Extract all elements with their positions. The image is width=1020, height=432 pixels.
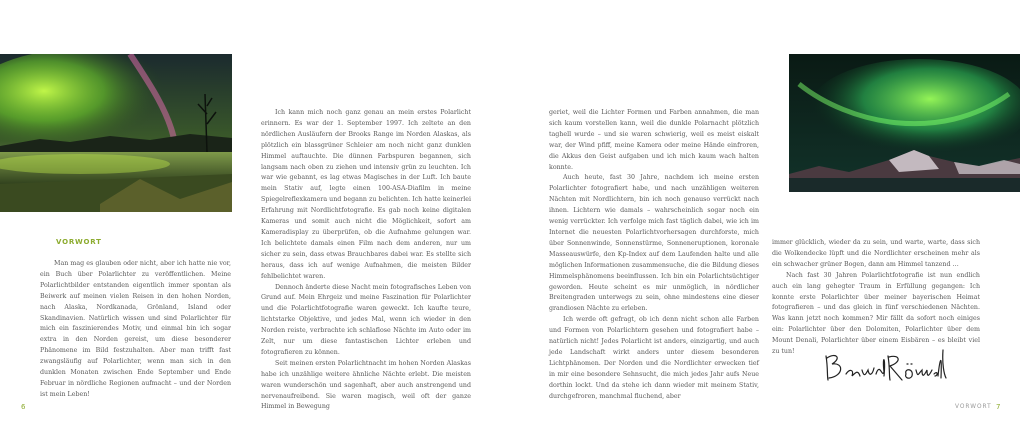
paragraph: Ich werde oft gefragt, ob ich denn nicht schon alle Farben und Formen von Polarlichtern gesehen und fotografiert habe – natürlich nicht! Jedes Polarlicht ist anders, einzigartig, und auch jede Landschaft wirkt anders unter diesem besonderen Lichtphänomen. Der Norden und die Nordlichter erwecken tief in mir eine besondere Sehnsucht, die mich jedes Jahr aufs Neue dorthin lockt. Und da stehe ich dann wieder mit meinem Stativ, durchgefroren, manchmal fluchend, aber [549, 316, 759, 400]
running-footer: VORWORT [955, 404, 992, 410]
aurora-lake-photo [0, 54, 232, 212]
section-heading: VORWORT [56, 238, 102, 246]
page-number-left: 6 [21, 403, 26, 411]
paragraph: Nach fast 30 Jahren Polarlichtfotografie ist nun endlich auch ein lang gehegter Traum in Erfüllung gegangen: Ich konnte erste Polarlichter über meiner bayerischen Heimat fotografieren – und das gleich in fünf verschiedenen Nächten. Was kann jetzt noch kommen? Mir fällt da sofort noch einiges ein: Polarlichter über den Dolomiten, Polarlichter über dem Mount Denali, Polarlichter über einem Eisbären – es bleibt viel zu tun! [772, 271, 980, 356]
paragraph: geriet, weil die Lichter Formen und Farben annahmen, die man sich kaum vorstellen kann, weil die dunkle Polarnacht plötzlich taghell wurde – und sie waren schwierig, weil es meist eiskalt war, der Wind pfiff, meine Kamera oder meine Hände einfroren, die Akkus den Geist aufgaben und ich mich kaum wach halten konnte. [549, 109, 759, 171]
text-column-3 [549, 108, 759, 402]
text-column-4 [772, 238, 980, 358]
paragraph: Dennoch änderte diese Nacht mein fotografisches Leben von Grund auf. Mein Ehrgeiz und meine Faszination für Polarlichter und die Polarlichtfotografie waren geweckt. Ich kaufte teure, lichtstarke Objektive, und jedes Mal, wenn ich wieder in den Norden reiste, verbrachte ich schlaflose Nächte im Auto oder im Zelt, nur um diese fantastischen Lichter erleben und fotografieren zu können. [261, 283, 471, 356]
page-gutter [509, 40, 510, 420]
text-column-2 [261, 108, 471, 413]
paragraph: Man mag es glauben oder nicht, aber ich hatte nie vor, ein Buch über Polarlichter zu veröffentlichen. Meine Polarlichtbilder entstanden eigentlich immer spontan als Beiwerk auf meinen vielen Reisen in den hohen Norden, nach Alaska, Nordkanada, Grönland, Island oder Skandinavien. Natürlich wissen und sind Polarlichter für mich ein faszinierendes Motiv, und einmal bin ich sogar extra in den Norden gereist, um diese besonderer Phänomene im Bild festzuhalten. Aber man trifft fast zwangsläufig auf Polarlichter, wenn man sich in den dunklen Monaten zwischen Ende September und Ende Februar in nördliche Regionen aufmacht – und der Norden ist mein Leben! [40, 260, 231, 398]
paragraph: Seit meinen ersten Polarlichtnacht im hohen Norden Alaskas habe ich unzählige weitere ähnliche Nächte erlebt. Die meisten waren wunderschön und sagenhaft, aber auch anstrengend und nervenaufreibend. Sie waren magisch, weil oft der ganze Himmel in Bewegung [261, 359, 471, 411]
paragraph: immer glücklich, wieder da zu sein, und warte, warte, dass sich die Wolkendecke lüpft und die Nordlichter erscheinen mehr als ein schwacher grüner Bogen, dann am Himmel tanzend … [772, 239, 980, 268]
page-number-right: 7 [996, 403, 1001, 411]
aurora-mountain-photo [789, 54, 1020, 192]
paragraph: Auch heute, fast 30 Jahre, nachdem ich meine ersten Polarlichter fotografiert habe, und nach unzähligen weiteren Nächten mit Nordlichtern, bin ich noch genauso verrückt nach ihnen. Lichtern wie damals – wahrscheinlich sogar noch ein wenig verrückter. Ich verfolge mich fast täglich dabei, wie ich im Internet die neuesten Polarlichtvorhersagen durchforste, mich über Sonnenwinde, Sonnenstürme, Sonneneruptionen, koronale Masseauswürfe, den Kp-Index auf dem Laufenden halte und alle möglichen Informationen zusammensuche, die die Bildung dieses Himmelsphänomens beeinflussen. Ich bin ein Polarlichtsüchtiger geworden. Heute scheint es mir unmöglich, in nördlicher Breitengraden unterwegs zu sein, ohne mindestens eine dieser grandiosen Nächte zu erleben. [549, 174, 759, 313]
paragraph: Ich kann mich noch ganz genau an mein erstes Polarlicht erinnern. Es war der 1. September 1997. Ich zeltete an den nördlichen Ausläufern der Brooks Range im Norden Alaskas, als plötzlich ein blassgrüner Schleier am noch nicht ganz dunklen Himmel auftauchte. Die dünnen Farbspuren begannen, sich langsam nach oben zu ziehen und intensiv grün zu leuchten. Ich war wie gebannt, es lag etwas Magisches in der Luft. Ich baute mein Stativ auf, legte einen 100-ASA-Diafilm in meine Spiegelreflexkamera und begann zu belichten. Ich hatte keinerlei Erfahrung mit Nordlichtfotografie. Es gab noch keine digitalen Kameras und somit auch nicht die Möglichkeit, sofort am Kameradisplay zu überprüfen, ob die Aufnahme gelungen war. Ich belichtete damals einen Film nach dem anderen, nur um sicher zu sein, dass etwas Brauchbares dabei war. Es stellte sich heraus, dass ich auf wenige Aufnahmen, die meisten Bilder fehlbelichtet waren. [261, 109, 471, 280]
text-column-1 [40, 259, 231, 401]
author-signature [822, 348, 947, 384]
